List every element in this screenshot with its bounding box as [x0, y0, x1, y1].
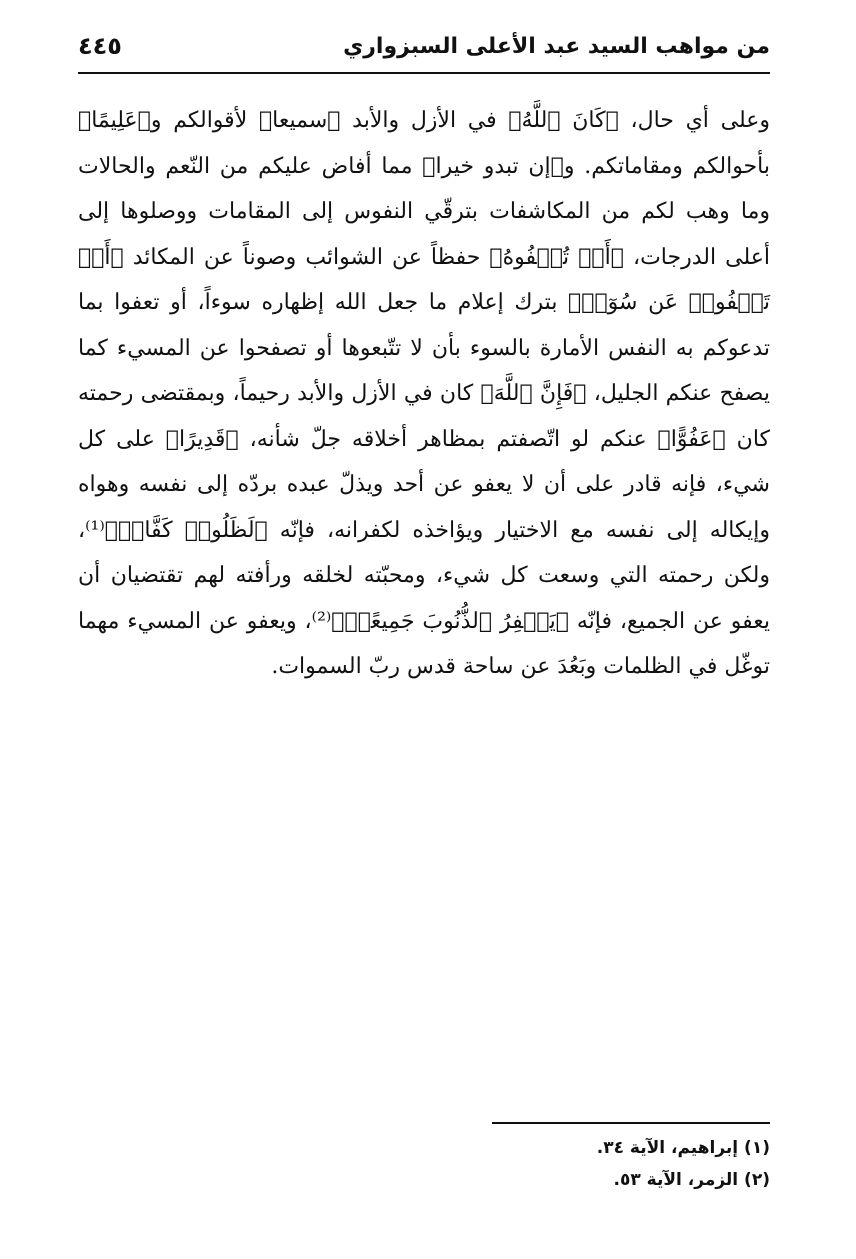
- body-paragraph: وعلى أي حال، ﴿كَانَ ٱللَّهُ﴾ في الأزل والأبد ﴿سميعا﴾ لأقوالكم و﴿عَلِيمًا﴾ بأحوالكم ومقاماتكم. و﴿إن تبدو خيرا﴾ مما أفاض عليكم من النّعم والحالات وما وهب لكم من المكاشفات بترقّي النفوس إلى المقامات ووصلوها إلى أعلى الدرجات، ﴿أَوۡ تُخۡفُوهُ﴾ حفظاً عن الشوائب وصوناً عن المكائد ﴿أَوۡ تَعۡفُوا۟ عَن سُوٓءٖ﴾ بترك إعلام ما جعل الله إظهاره سوءاً، أو تعفوا بما تدعوكم به النفس الأمارة بالسوء بأن لا تتّبعوها أو تصفحوا عن المسيء كما يصفح عنكم الجليل، ﴿فَإِنَّ ٱللَّهَ﴾ كان في الأزل والأبد رحيماً، وبمقتضى رحمته كان ﴿عَفُوًّا﴾ عنكم لو اتّصفتم بمظاهر أخلاقه جلّ شأنه، ﴿قَدِيرًا﴾ على كل شيء، فإنه قادر على أن لا يعفو عن أحد ويذلّ عبده بردّه إلى نفسه وهواه وإيكاله إلى نفسه مع الاختيار ويؤاخذه لكفرانه، فإنّه ﴿لَظَلُومٞ كَفَّارٞ﴾⁽¹⁾، ولكن رحمته التي وسعت كل شيء، ومحبّته لخلقه ورأفته لهم تقتضيان أن يعفو عن الجميع، فإنّه ﴿يَغۡفِرُ ٱلذُّنُوبَ جَمِيعًاۚ﴾⁽²⁾، ويعفو عن المسيء مهما توغّل في الظلمات وبَعُدَ عن ساحة قدس ربّ السموات.: [78, 108, 770, 679]
- page-number: ٤٤٥: [78, 32, 122, 60]
- header-divider: [78, 72, 770, 74]
- footnote-1: (١) إبراهيم، الآية ٣٤.: [596, 1138, 770, 1158]
- page-header: [78, 30, 770, 70]
- footnote-2: (٢) الزمر، الآية ٥٣.: [613, 1170, 770, 1190]
- footnotes: [370, 1132, 770, 1196]
- running-title: من مواهب السيد عبد الأعلى السبزواري: [343, 34, 770, 59]
- main-text: [78, 98, 770, 690]
- footnote-divider: [492, 1122, 770, 1124]
